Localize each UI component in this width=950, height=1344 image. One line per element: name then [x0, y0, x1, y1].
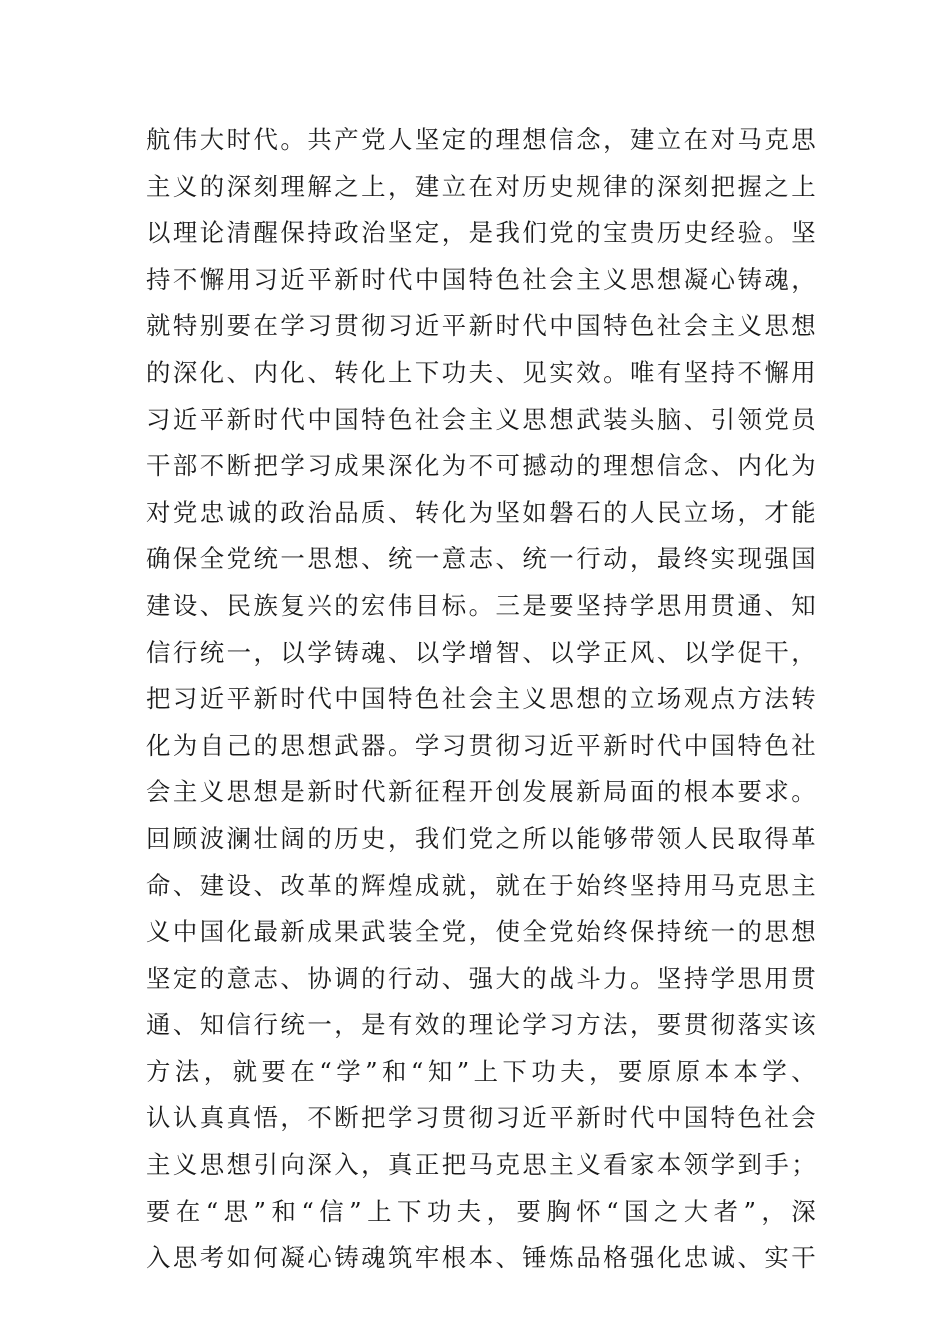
- text-line: 坚定的意志、协调的行动、强大的战斗力。坚持学思用贯: [146, 963, 816, 993]
- text-line: 以理论清醒保持政治坚定，是我们党的宝贵历史经验。坚: [146, 218, 816, 248]
- text-line: 就特别要在学习贯彻习近平新时代中国特色社会主义思想: [146, 311, 816, 341]
- body-text: [146, 117, 816, 1282]
- text-line: 入思考如何凝心铸魂筑牢根本、锤炼品格强化忠诚、实干: [146, 1243, 816, 1273]
- text-line: 持不懈用习近平新时代中国特色社会主义思想凝心铸魂，: [146, 264, 816, 294]
- text-line: 信行统一，以学铸魂、以学增智、以学正风、以学促干，: [146, 637, 816, 667]
- text-line: 认认真真悟，不断把学习贯彻习近平新时代中国特色社会: [146, 1103, 816, 1133]
- text-line: 义中国化最新成果武装全党，使全党始终保持统一的思想: [146, 917, 816, 947]
- text-line: 的深化、内化、转化上下功夫、见实效。唯有坚持不懈用: [146, 357, 816, 387]
- text-line: 要在“思”和“信”上下功夫，要胸怀“国之大者”，深: [146, 1196, 816, 1226]
- text-line: 确保全党统一思想、统一意志、统一行动，最终实现强国: [146, 544, 816, 574]
- text-line: 主义思想引向深入，真正把马克思主义看家本领学到手；: [146, 1150, 816, 1180]
- text-line: 化为自己的思想武器。学习贯彻习近平新时代中国特色社: [146, 730, 816, 760]
- text-line: 建设、民族复兴的宏伟目标。三是要坚持学思用贯通、知: [146, 590, 816, 620]
- text-line: 命、建设、改革的辉煌成就，就在于始终坚持用马克思主: [146, 870, 816, 900]
- text-line: 习近平新时代中国特色社会主义思想武装头脑、引领党员: [146, 404, 816, 434]
- text-line: 主义的深刻理解之上，建立在对历史规律的深刻把握之上: [146, 171, 816, 201]
- text-line: 回顾波澜壮阔的历史，我们党之所以能够带领人民取得革: [146, 823, 816, 853]
- text-line: 航伟大时代。共产党人坚定的理想信念，建立在对马克思: [146, 125, 816, 154]
- text-line: 方法，就要在“学”和“知”上下功夫，要原原本本学、: [146, 1056, 816, 1086]
- text-line: 把习近平新时代中国特色社会主义思想的立场观点方法转: [146, 684, 816, 714]
- text-line: 通、知信行统一，是有效的理论学习方法，要贯彻落实该: [146, 1010, 816, 1040]
- text-line: 对党忠诚的政治品质、转化为坚如磐石的人民立场，才能: [146, 497, 816, 527]
- text-line: 干部不断把学习成果深化为不可撼动的理想信念、内化为: [146, 451, 816, 481]
- text-line: 会主义思想是新时代新征程开创发展新局面的根本要求。: [146, 777, 816, 807]
